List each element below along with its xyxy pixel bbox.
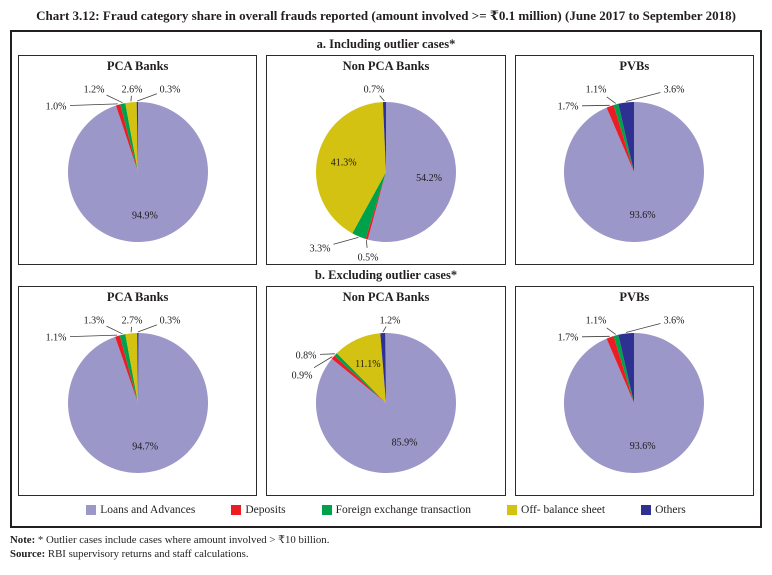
svg-text:93.6%: 93.6% bbox=[630, 441, 656, 452]
chart-container bbox=[10, 30, 762, 528]
svg-text:2.6%: 2.6% bbox=[121, 84, 143, 96]
svg-text:3.3%: 3.3% bbox=[309, 243, 331, 255]
svg-text:0.3%: 0.3% bbox=[159, 315, 181, 327]
pie-title: PCA Banks bbox=[106, 290, 169, 304]
legend-label: Deposits bbox=[245, 504, 286, 516]
svg-text:1.7%: 1.7% bbox=[557, 101, 579, 113]
svg-text:2.7%: 2.7% bbox=[121, 315, 143, 327]
legend-label: Off- balance sheet bbox=[521, 504, 606, 516]
loans-and-advances-swatch-icon bbox=[86, 505, 96, 515]
svg-text:1.2%: 1.2% bbox=[83, 84, 105, 96]
svg-text:93.6%: 93.6% bbox=[630, 210, 656, 221]
legend-item-others bbox=[641, 504, 686, 516]
svg-text:0.7%: 0.7% bbox=[363, 84, 385, 96]
svg-text:1.3%: 1.3% bbox=[83, 315, 105, 327]
source-line bbox=[10, 547, 762, 561]
pie-chart bbox=[516, 307, 752, 495]
pie-panel-pca-banks-a bbox=[18, 55, 257, 265]
svg-text:1.1%: 1.1% bbox=[585, 84, 607, 96]
pie-panel-non-pca-banks-b bbox=[266, 286, 505, 496]
svg-text:1.0%: 1.0% bbox=[45, 101, 67, 113]
pie-title: Non PCA Banks bbox=[342, 59, 430, 73]
pie-chart bbox=[516, 76, 752, 264]
note-text: * Outlier cases include cases where amount involved > ₹10 billion. bbox=[35, 534, 330, 546]
pie-title: PCA Banks bbox=[106, 59, 169, 73]
svg-text:1.7%: 1.7% bbox=[557, 332, 579, 344]
svg-text:1.2%: 1.2% bbox=[379, 315, 401, 327]
svg-text:11.1%: 11.1% bbox=[355, 359, 381, 371]
section-a-heading: a. Including outlier cases* bbox=[316, 37, 456, 51]
foreign-exchange-swatch-icon bbox=[322, 505, 332, 515]
svg-text:3.6%: 3.6% bbox=[663, 315, 685, 327]
panel-row-a bbox=[18, 55, 754, 265]
svg-text:0.5%: 0.5% bbox=[357, 252, 379, 264]
source-text: RBI supervisory returns and staff calculations. bbox=[45, 548, 249, 561]
section-including-outliers bbox=[18, 37, 754, 265]
svg-text:0.3%: 0.3% bbox=[159, 84, 181, 96]
svg-text:1.1%: 1.1% bbox=[585, 315, 607, 327]
svg-text:1.1%: 1.1% bbox=[45, 332, 67, 344]
legend-item-off-balance-sheet bbox=[507, 504, 605, 516]
pie-chart bbox=[268, 307, 504, 495]
note-line bbox=[10, 533, 762, 547]
footer bbox=[10, 533, 762, 562]
svg-text:0.8%: 0.8% bbox=[295, 350, 317, 362]
pie-chart bbox=[20, 76, 256, 264]
pie-panel-non-pca-banks-a bbox=[266, 55, 505, 265]
pie-chart bbox=[268, 76, 504, 264]
legend-item-deposits bbox=[231, 504, 285, 516]
section-b-heading: b. Excluding outlier cases* bbox=[314, 268, 458, 282]
pie-title: PVBs bbox=[619, 59, 650, 73]
svg-text:3.6%: 3.6% bbox=[663, 84, 685, 96]
legend bbox=[18, 504, 754, 516]
svg-text:54.2%: 54.2% bbox=[416, 173, 442, 185]
svg-text:41.3%: 41.3% bbox=[330, 157, 357, 169]
svg-text:0.9%: 0.9% bbox=[291, 370, 313, 382]
pie-chart bbox=[20, 307, 256, 495]
deposits-swatch-icon bbox=[231, 505, 241, 515]
pie-panel-pvbs-b bbox=[515, 286, 754, 496]
legend-label: Others bbox=[655, 504, 686, 516]
pie-title: Non PCA Banks bbox=[342, 290, 430, 304]
note-label: Note: bbox=[10, 534, 36, 546]
legend-item-foreign-exchange bbox=[322, 504, 471, 516]
others-swatch-icon bbox=[641, 505, 651, 515]
legend-item-loans-and-advances bbox=[86, 504, 195, 516]
pie-panel-pca-banks-b bbox=[18, 286, 257, 496]
legend-label: Loans and Advances bbox=[100, 504, 196, 516]
section-excluding-outliers bbox=[18, 268, 754, 496]
svg-text:85.9%: 85.9% bbox=[391, 437, 418, 449]
svg-text:94.7%: 94.7% bbox=[131, 441, 158, 453]
pie-panel-pvbs-a bbox=[515, 55, 754, 265]
off-balance-sheet-swatch-icon bbox=[507, 505, 517, 515]
source-label: Source: bbox=[10, 548, 46, 561]
legend-label: Foreign exchange transaction bbox=[335, 504, 472, 516]
chart-title: Chart 3.12: Fraud category share in overall frauds reported (amount involved >= ₹0.1 million) (June 2017 to September 2018) bbox=[36, 8, 736, 23]
pie-title: PVBs bbox=[619, 290, 650, 304]
svg-text:94.9%: 94.9% bbox=[131, 210, 158, 222]
panel-row-b bbox=[18, 286, 754, 496]
